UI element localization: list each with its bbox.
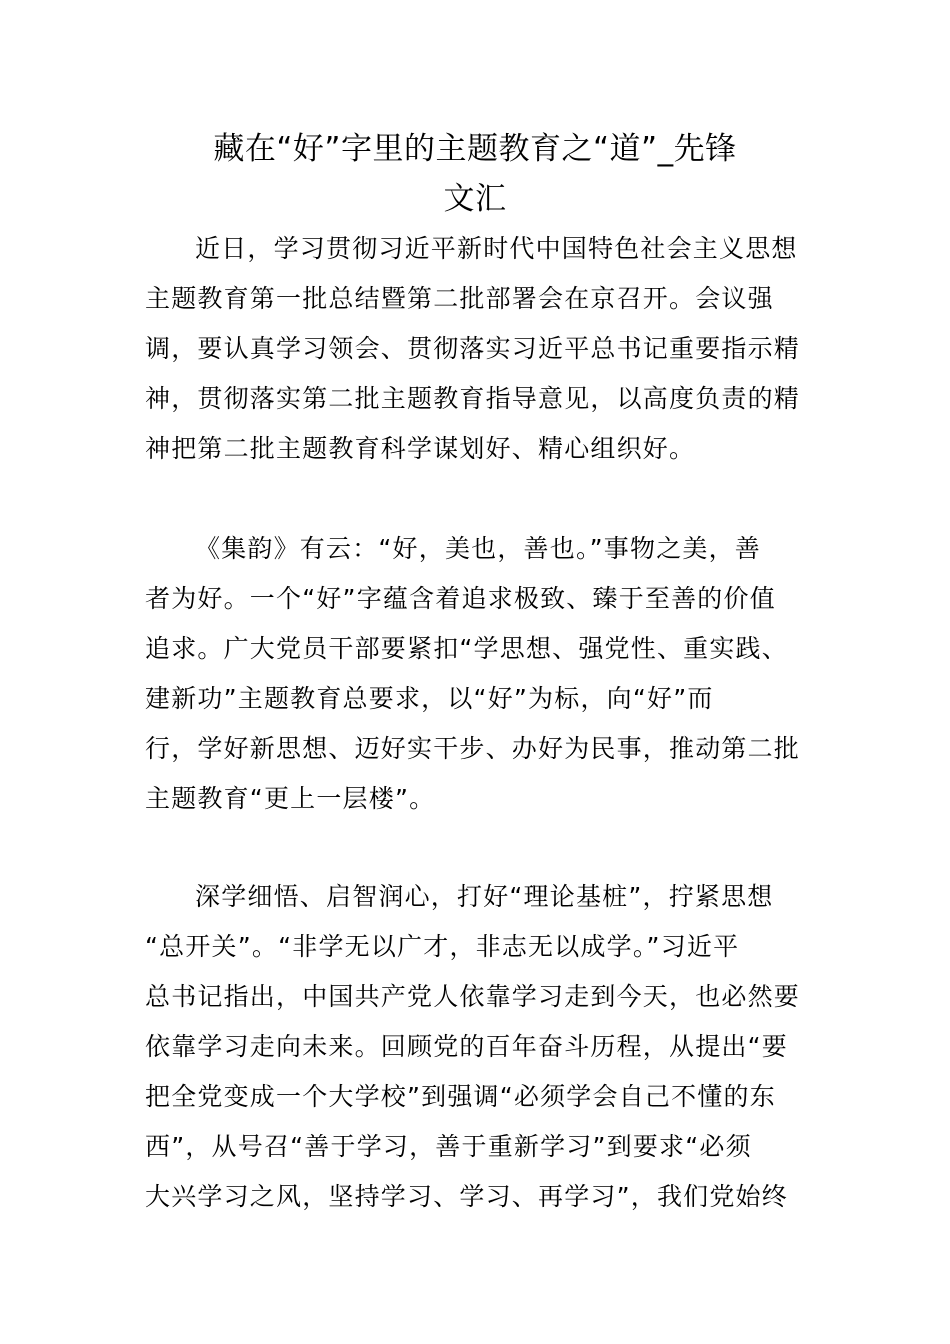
paragraph-line: 神，贯彻落实第二批主题教育指导意见，以高度负责的精	[145, 384, 801, 413]
paragraph-line: 依靠学习走向未来。回顾党的百年奋斗历程，从提出“要	[145, 1032, 788, 1061]
paragraph-line: 主题教育第一批总结暨第二批部署会在京召开。会议强	[145, 284, 774, 313]
paragraph-line: 主题教育“更上一层楼”。	[145, 784, 436, 813]
paragraph-1	[145, 224, 810, 474]
paragraph-line: “总开关”。“非学无以广才，非志无以成学。”习近平	[145, 932, 740, 961]
paragraph-line: 调，要认真学习领会、贯彻落实习近平总书记重要指示精	[145, 334, 801, 363]
paragraph-line: 深学细悟、启智润心，打好“理论基桩”，拧紧思想	[195, 882, 774, 911]
document-title	[140, 124, 810, 224]
paragraph-line: 西”，从号召“善于学习，善于重新学习”到要求“必须	[145, 1132, 752, 1161]
paragraph-line: 行，学好新思想、迈好实干步、办好为民事，推动第二批	[145, 734, 801, 763]
paragraph-line: 《集韵》有云：“好，美也，善也。”事物之美，善	[195, 534, 762, 563]
paragraph-line: 近日，学习贯彻习近平新时代中国特色社会主义思想	[195, 234, 798, 263]
paragraph-line: 者为好。一个“好”字蕴含着追求极致、臻于至善的价值	[145, 584, 776, 613]
paragraph-3	[145, 872, 810, 1222]
title-line: 文汇	[443, 181, 507, 217]
paragraph-line: 追求。广大党员干部要紧扣“学思想、强党性、重实践、	[145, 634, 788, 663]
paragraph-2	[145, 524, 810, 824]
paragraph-line: 建新功”主题教育总要求，以“好”为标，向“好”而	[145, 684, 714, 713]
paragraph-line: 把全党变成一个大学校”到强调“必须学会自己不懂的东	[145, 1082, 776, 1111]
title-line: 藏在“好”字里的主题教育之“道”_先锋	[213, 131, 737, 167]
paragraph-line: 总书记指出，中国共产党人依靠学习走到今天，也必然要	[145, 982, 801, 1011]
paragraph-line: 大兴学习之风，坚持学习、学习、再学习”，我们党始终	[145, 1182, 788, 1211]
paragraph-line: 神把第二批主题教育科学谋划好、精心组织好。	[145, 434, 696, 463]
